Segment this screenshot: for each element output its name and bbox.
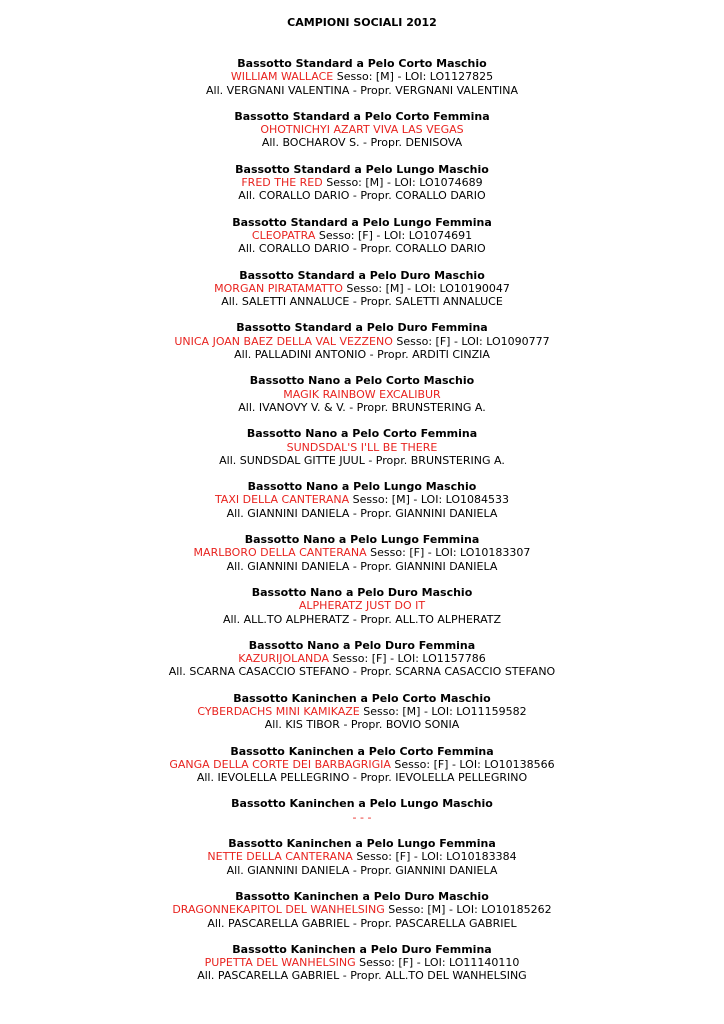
dog-details: Sesso: [M] - LOI: LO1074689 [322,176,483,190]
champion-entry [0,943,724,983]
champion-entry [0,639,724,679]
dog-line [0,956,724,969]
dog-details: Sesso: [F] - LOI: LO1090777 [392,334,550,348]
category-heading: Bassotto Kaninchen a Pelo Corto Maschio [233,691,491,705]
dog-details: Sesso: [F] - LOI: LO10183307 [366,546,531,560]
category-heading: Bassotto Nano a Pelo Corto Maschio [249,374,475,388]
champion-entry [0,837,724,877]
dog-line [0,546,724,559]
category-heading: Bassotto Kaninchen a Pelo Corto Femmina [230,744,494,758]
champion-entry [0,745,724,785]
breeder-owner: All. PASCARELLA GABRIEL - Propr. ALL.TO DEL WANHELSING [197,969,527,983]
dog-line [0,493,724,506]
dog-name: DRAGONNEKAPITOL DEL WANHELSING [172,903,385,917]
category-heading: Bassotto Nano a Pelo Duro Maschio [251,585,473,599]
dog-line [0,705,724,718]
breeder-owner: All. PASCARELLA GABRIEL - Propr. PASCARELLA GABRIEL [207,916,517,930]
champion-entry [0,57,724,97]
dog-line [0,70,724,83]
dog-line [0,758,724,771]
dog-line [0,903,724,916]
dog-line [0,335,724,348]
breeder-owner: All. CORALLO DARIO - Propr. CORALLO DARIO [238,189,486,203]
champion-entry [0,427,724,467]
dog-line [0,850,724,863]
dog-line [0,229,724,242]
champion-entry [0,533,724,573]
champion-entry [0,163,724,203]
champion-entry [0,890,724,930]
dog-name: UNICA JOAN BAEZ DELLA VAL VEZZENO [174,334,393,348]
champion-entry [0,586,724,626]
breeder-owner: All. GIANNINI DANIELA - Propr. GIANNINI DANIELA [226,559,498,573]
dog-details: Sesso: [F] - LOI: LO1074691 [315,228,473,242]
champion-entry [0,692,724,732]
dog-line [0,441,724,454]
dog-name: KAZURIJOLANDA [238,652,330,666]
champion-entry [0,321,724,361]
dog-details: Sesso: [F] - LOI: LO1157786 [329,652,486,666]
dog-details: Sesso: [M] - LOI: LO11159582 [359,704,527,718]
breeder-owner: All. VERGNANI VALENTINA - Propr. VERGNANI VALENTINA [205,83,518,97]
category-heading: Bassotto Kaninchen a Pelo Lungo Femmina [228,837,496,851]
category-heading: Bassotto Kaninchen a Pelo Duro Femmina [232,942,492,956]
dog-name: FRED THE RED [241,176,323,190]
breeder-owner: All. SUNDSDAL GITTE JUUL - Propr. BRUNSTERING A. [219,453,505,467]
dog-name: OHOTNICHYI AZART VIVA LAS VEGAS [260,123,464,137]
category-heading: Bassotto Kaninchen a Pelo Lungo Maschio [231,797,493,811]
dog-line [0,123,724,136]
dog-name: SUNDSDAL'S I'LL BE THERE [286,440,438,454]
champion-entry [0,480,724,520]
breeder-owner: All. KIS TIBOR - Propr. BOVIO SONIA [264,718,460,732]
breeder-owner: All. GIANNINI DANIELA - Propr. GIANNINI DANIELA [226,863,498,877]
category-heading: Bassotto Standard a Pelo Lungo Femmina [232,215,492,229]
champions-list [0,57,724,983]
category-heading: Bassotto Standard a Pelo Corto Maschio [237,57,487,70]
dog-line [0,282,724,295]
dog-name: CYBERDACHS MINI KAMIKAZE [197,704,360,718]
breeder-owner: All. SALETTI ANNALUCE - Propr. SALETTI ANNALUCE [221,295,503,309]
dog-line [0,599,724,612]
breeder-owner: All. ALL.TO ALPHERATZ - Propr. ALL.TO ALPHERATZ [222,612,502,626]
dog-details: Sesso: [F] - LOI: LO10183384 [352,850,517,864]
champion-entry [0,797,724,824]
dog-details: Sesso: [F] - LOI: LO11140110 [355,956,520,970]
breeder-owner: All. PALLADINI ANTONIO - Propr. ARDITI CINZIA [234,348,490,362]
breeder-owner: All. IEVOLELLA PELLEGRINO - Propr. IEVOLELLA PELLEGRINO [196,771,528,785]
dog-name: PUPETTA DEL WANHELSING [204,956,356,970]
dog-details: Sesso: [M] - LOI: LO10185262 [384,903,552,917]
champion-entry [0,216,724,256]
category-heading: Bassotto Standard a Pelo Duro Maschio [239,268,485,282]
category-heading: Bassotto Nano a Pelo Duro Femmina [248,638,476,652]
category-heading: Bassotto Nano a Pelo Lungo Femmina [244,533,480,547]
champion-entry [0,374,724,414]
dog-name: MARLBORO DELLA CANTERANA [193,546,367,560]
document-title: CAMPIONI SOCIALI 2012 [287,16,437,29]
dog-name: MORGAN PIRATAMATTO [214,281,343,295]
category-heading: Bassotto Standard a Pelo Corto Femmina [234,109,490,123]
dog-name: ALPHERATZ JUST DO IT [298,599,426,613]
dog-line [0,388,724,401]
dog-name: CLEOPATRA [251,228,316,242]
dog-line [0,652,724,665]
breeder-owner: All. GIANNINI DANIELA - Propr. GIANNINI DANIELA [226,506,498,520]
dog-name: MAGIK RAINBOW EXCALIBUR [283,387,441,401]
category-heading: Bassotto Nano a Pelo Corto Femmina [246,427,478,441]
breeder-owner: All. BOCHAROV S. - Propr. DENISOVA [261,136,463,150]
dog-name: NETTE DELLA CANTERANA [207,850,353,864]
category-heading: Bassotto Standard a Pelo Lungo Maschio [235,162,489,176]
dog-details: Sesso: [M] - LOI: LO1084533 [349,493,510,507]
category-heading: Bassotto Nano a Pelo Lungo Maschio [247,480,477,494]
dog-details: Sesso: [M] - LOI: LO10190047 [342,281,510,295]
dog-details: Sesso: [F] - LOI: LO10138566 [390,757,555,771]
champion-entry [0,110,724,150]
dog-name: GANGA DELLA CORTE DEI BARBAGRIGIA [169,757,391,771]
category-heading: Bassotto Kaninchen a Pelo Duro Maschio [235,889,489,903]
empty-placeholder: - - - [352,810,372,824]
breeder-owner: All. CORALLO DARIO - Propr. CORALLO DARIO [238,242,486,256]
breeder-owner: All. SCARNA CASACCIO STEFANO - Propr. SCARNA CASACCIO STEFANO [168,665,556,679]
dog-name: TAXI DELLA CANTERANA [214,493,350,507]
dog-details: Sesso: [M] - LOI: LO1127825 [333,70,494,84]
breeder-owner: All. IVANOVY V. & V. - Propr. BRUNSTERING A. [238,400,486,414]
dog-name: WILLIAM WALLACE [230,70,334,84]
dog-line [0,176,724,189]
champion-entry [0,269,724,309]
category-heading: Bassotto Standard a Pelo Duro Femmina [236,321,488,335]
